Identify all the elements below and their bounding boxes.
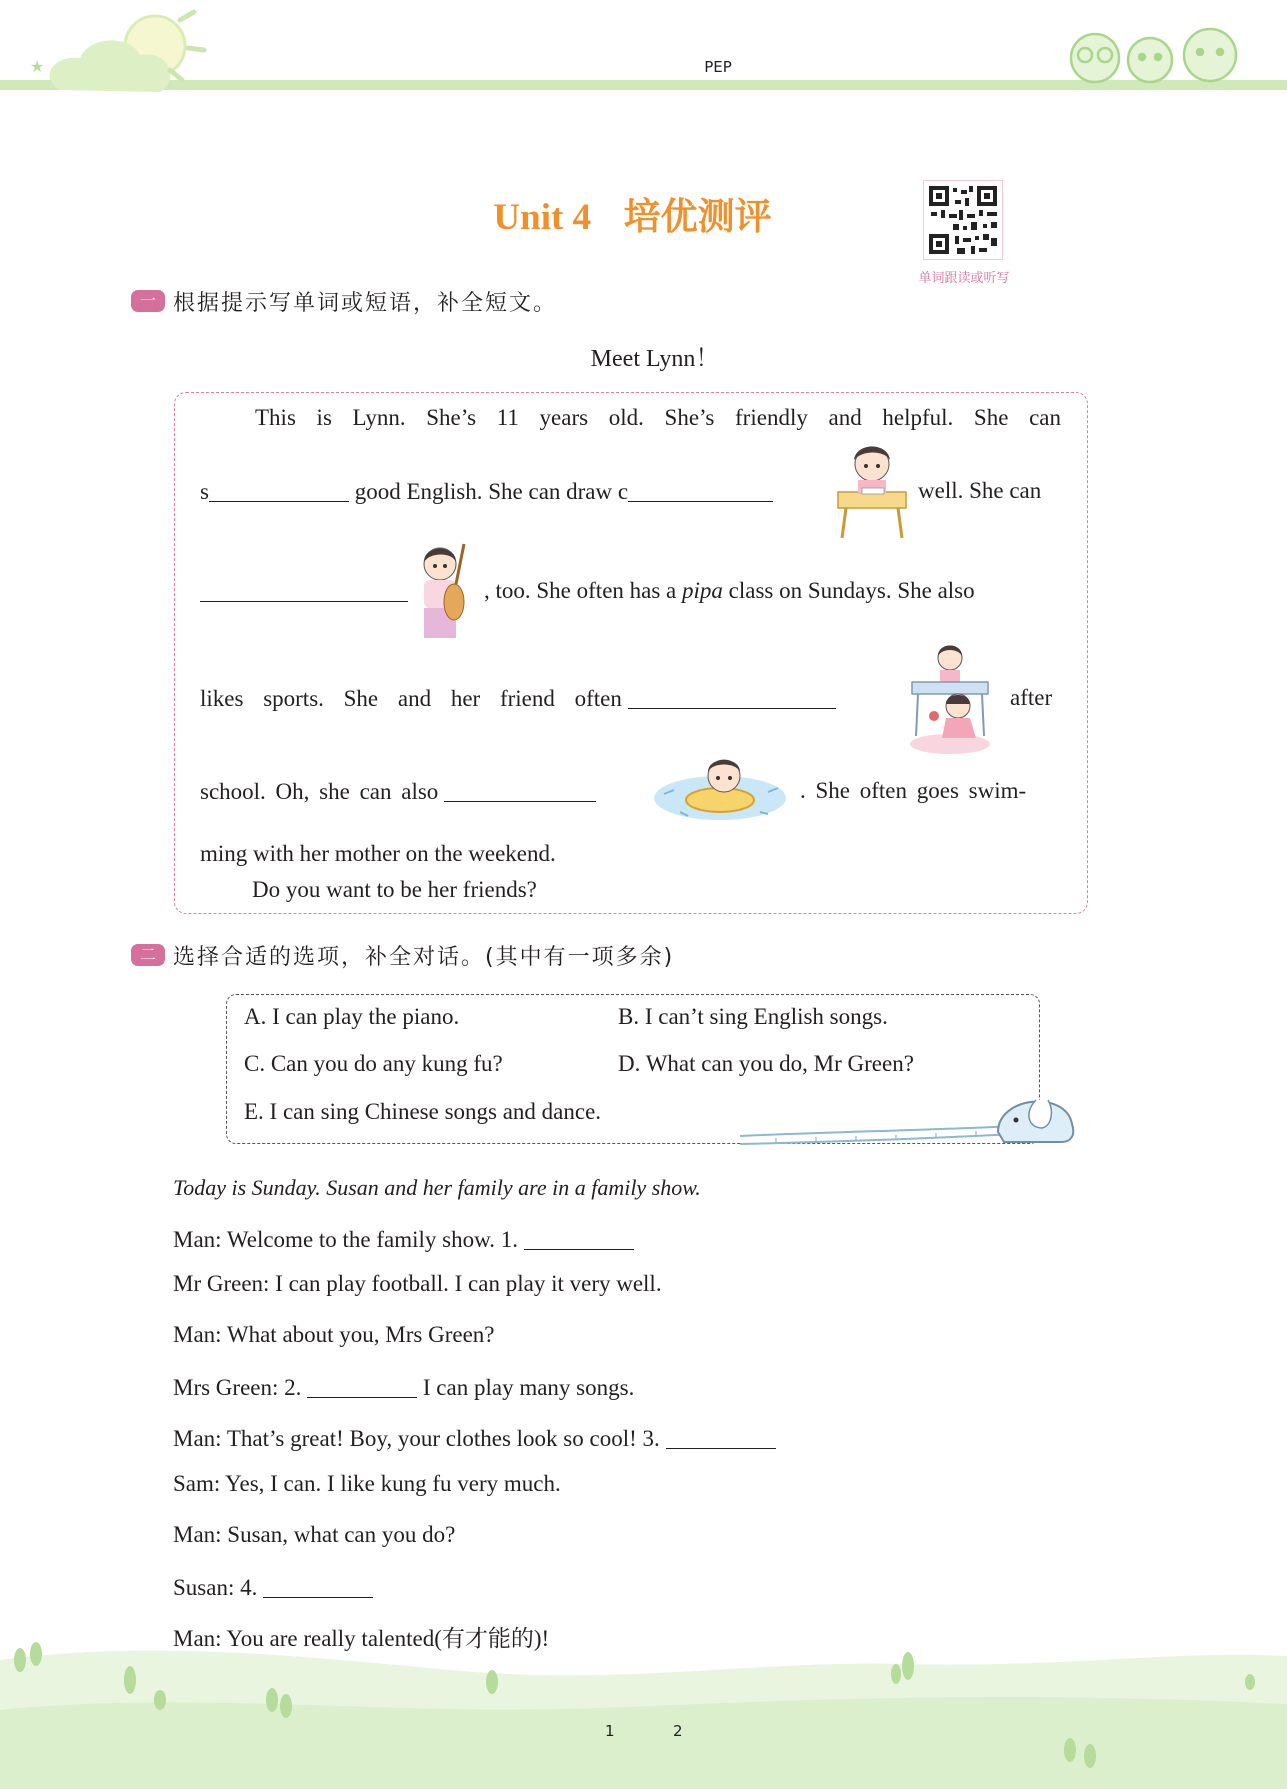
section2-instruction: 选择合适的选项，补全对话。(其中有一项多余) xyxy=(173,945,675,970)
page-title xyxy=(0,186,1265,240)
blank-cartoons[interactable] xyxy=(628,478,773,502)
dialog-line-1 xyxy=(173,1226,634,1253)
dialog-line-8 xyxy=(173,1574,373,1601)
option-e: E. I can sing Chinese songs and dance. xyxy=(244,1099,602,1124)
dialog-intro: Today is Sunday. Susan and her family are in a family show. xyxy=(173,1175,701,1200)
page-number-left: 1 xyxy=(605,1722,615,1740)
dialog-line-5 xyxy=(173,1425,776,1452)
blank-play-the-pipa[interactable] xyxy=(200,578,408,602)
girl-drawing-picture xyxy=(832,436,912,540)
passage-line-3 xyxy=(200,578,408,605)
girl-swimming-picture xyxy=(650,748,790,826)
girl-pipa-picture xyxy=(412,540,474,644)
dialog-text: I can play many songs. xyxy=(422,1375,635,1400)
passage-text: school. Oh, she can also xyxy=(200,779,439,804)
option-b: B. I can’t sing English songs. xyxy=(618,1004,888,1029)
dialog-blank-1[interactable] xyxy=(524,1226,634,1250)
blank-play-ping-pong[interactable] xyxy=(628,685,836,709)
dialog-line-6: Sam: Yes, I can. I like kung fu very much. xyxy=(173,1471,561,1496)
passage-line-2-end: well. She can xyxy=(918,478,1042,503)
girls-ping-pong-picture xyxy=(906,640,994,756)
passage-title: Meet Lynn！ xyxy=(590,346,720,372)
section1-instruction: 根据提示写单词或短语，补全短文。 xyxy=(173,291,558,316)
section2-number-badge: 二 xyxy=(131,944,165,966)
blank-speak[interactable] xyxy=(209,478,349,502)
pipa-word: pipa xyxy=(682,578,723,603)
qr-caption: 单词跟读或听写 xyxy=(918,271,1010,286)
title-unit: Unit 4 xyxy=(493,197,592,238)
dialog-text: Man: Welcome to the family show. 1. xyxy=(173,1227,518,1252)
passage-text: good English. She can draw c xyxy=(354,479,629,504)
passage-line-1: This is Lynn. She’s 11 years old. She’s friendly and helpful. She can xyxy=(255,405,1061,430)
qr-code-icon[interactable] xyxy=(923,180,1003,260)
dialog-line-3: Man: What about you, Mrs Green? xyxy=(173,1322,495,1347)
animal-faces-icon xyxy=(1071,29,1236,82)
dialog-blank-4[interactable] xyxy=(263,1574,373,1598)
dialog-line-4 xyxy=(173,1374,634,1401)
passage-line-4-end: after xyxy=(1010,685,1053,710)
dialog-line-2: Mr Green: I can play football. I can play it very well. xyxy=(173,1271,662,1296)
option-a: A. I can play the piano. xyxy=(244,1004,460,1029)
passage-line-7: Do you want to be her friends? xyxy=(252,877,537,902)
passage-line-3-text xyxy=(484,578,975,604)
passage-line-4 xyxy=(200,685,836,712)
dialog-blank-3[interactable] xyxy=(666,1425,776,1449)
section1-number-badge: 一 xyxy=(131,290,165,312)
dialog-text: Susan: 4. xyxy=(173,1575,258,1600)
blank-swim[interactable] xyxy=(444,778,596,802)
passage-text: , too. She often has a xyxy=(484,578,677,603)
header-decoration xyxy=(0,0,1287,120)
passage-text: class on Sundays. She also xyxy=(728,578,975,603)
svg-text:★: ★ xyxy=(30,59,45,76)
hint-letter-s: s xyxy=(200,479,209,504)
footer-landscape xyxy=(0,1620,1287,1789)
passage-line-6: ming with her mother on the weekend. xyxy=(200,841,556,866)
page-number-right: 2 xyxy=(673,1722,683,1740)
dialog-text: Man: That’s great! Boy, your clothes look so cool! 3. xyxy=(173,1426,660,1451)
passage-line-5-end: . She often goes swim- xyxy=(800,778,1027,803)
passage-line-5 xyxy=(200,778,596,805)
option-c: C. Can you do any kung fu? xyxy=(244,1051,503,1076)
option-d: D. What can you do, Mr Green? xyxy=(618,1051,914,1076)
dialog-blank-2[interactable] xyxy=(307,1374,417,1398)
elephant-picture xyxy=(736,1086,1090,1150)
passage-line-2 xyxy=(200,478,773,505)
passage-text: likes sports. She and her friend often xyxy=(200,686,622,711)
dialog-text: Mrs Green: 2. xyxy=(173,1375,302,1400)
dialog-line-7: Man: Susan, what can you do? xyxy=(173,1522,456,1547)
title-subtitle: 培优测评 xyxy=(623,194,772,238)
header-series: PEP xyxy=(704,58,732,76)
dialog-line-9: Man: You are really talented(有才能的)! xyxy=(173,1626,550,1651)
